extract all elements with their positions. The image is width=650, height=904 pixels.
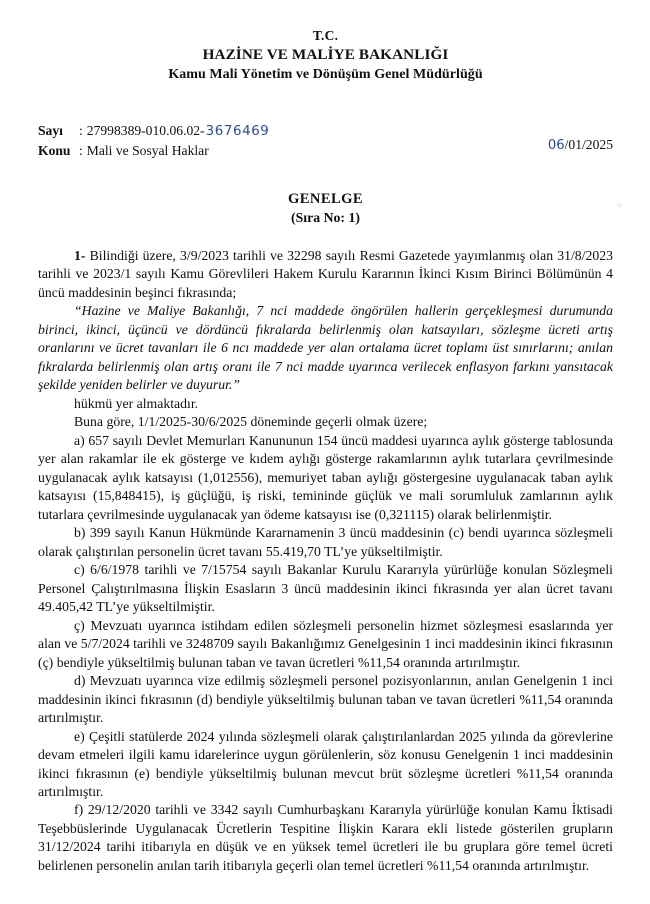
item-e: e) Çeşitli statülerde 2024 yılında sözleşmeli olarak çalıştırılanlardan 2025 yılında da görevlerine devam etmeleri ilgili kamu idarelerince uygun görülenlerin, söz konusu Genelgenin 1 inci maddesinin ikinci fıkrasının (e) bendiyle yükseltilmiş bulunan mevcut brüt sözleşme ücretleri %11,54 oranında artırılmıştır. <box>38 728 613 799</box>
quoted-provision: “Hazine ve Maliye Bakanlığı, 7 nci maddede öngörülen hallerin gerçekleşmesi durumunda birinci, ikinci, üçüncü ve dördüncü fıkralarda belirlenmiş olan katsayıları, sözleşme ücreti artış oranlarını ve ücret tavanları ile 6 ncı maddede yer alan ortalama ücret toplamı üst sınırlarını; anılan fıkralarda belirlenmiş olan artış oranı ile 7 nci madde uyarınca verilecek enflasyon farkını yansıtacak şekilde yeniden belirler ve duyurur.” <box>38 303 613 393</box>
item-f: f) 29/12/2020 tarihli ve 3342 sayılı Cumhurbaşkanı Kararıyla yürürlüğe konulan Kamu İktisadi Teşebbüslerinde Uygulanacak Ücretlerin Tespitine İlişkin Karara ekli listede gösterilen grupların 31/12/2024 tarihi itibarıyla en düşük ve en yüksek temel ücretleri ile bu gruplara göre temel ücreti belirlenen personelin anılan tarih itibarıyla geçerli olan temel ücretleri %11,54 oranında artırılmıştır. <box>38 802 613 873</box>
document-body <box>38 247 613 875</box>
item-c: c) 6/6/1978 tarihli ve 7/15754 sayılı Bakanlar Kurulu Kararıyla yürürlüğe konulan Sözleşmeli Personel Çalıştırılmasına İlişkin Esasların 3 üncü maddesinin ikinci fıkrasında yer alan ücret tavanı 49.405,42 TL’ye yükseltilmiştir. <box>38 562 613 615</box>
effective-period: Buna göre, 1/1/2025-30/6/2025 döneminde geçerli olmak üzere; <box>74 414 428 430</box>
subject-value: Mali ve Sosyal Haklar <box>86 143 209 159</box>
subject-label: Konu <box>38 143 71 159</box>
reference-number-colon: : <box>79 122 83 138</box>
document-title: GENELGE <box>288 190 363 207</box>
document-date-day: 06 <box>547 137 565 153</box>
letterhead-directorate: Kamu Mali Yönetim ve Dönüşüm Genel Müdürlüğü <box>168 66 483 82</box>
reference-number-handwritten: 3676469 <box>205 123 270 139</box>
reference-number-label: Sayı <box>38 122 63 138</box>
letterhead-ministry: HAZİNE VE MALİYE BAKANLIĞI <box>202 46 449 64</box>
item-d: d) Mevzuatı uyarınca vize edilmiş sözleşmeli personel pozisyonlarının, anılan Genelgenin 1 inci maddesinin ikinci fıkrasının (d) bendiyle yükseltilmiş bulunan taban ve tavan ücretleri %11,54 oranında artırılmıştır. <box>38 673 613 726</box>
subject-colon: : <box>79 143 83 159</box>
letterhead-state: T.C. <box>312 28 339 43</box>
reference-number-value: 27998389-010.06.02- <box>86 122 205 138</box>
item-a: a) 657 sayılı Devlet Memurları Kanununun 154 üncü maddesi uyarınca aylık gösterge tablosunda yer alan rakamlar ile ek gösterge ve kıdem aylığı gösterge rakamlarının aylık tutarlara çevrilmesinde uygulanacak aylık katsayısı (1,012556), memuriyet taban aylığı göstergesine uygulanacak taban aylık katsayısı (15,848415), iş güçlüğü, iş riski, temininde güçlük ve mali sorumluluk zamlarının aylık tutarlara çevrilmesinde uygulanacak yan ödeme katsayısı ise (0,321115) olarak belirlenmiştir. <box>38 432 613 522</box>
letterhead <box>38 0 613 84</box>
document-title-block <box>38 190 613 228</box>
document-content <box>38 0 613 875</box>
scan-artifact-speck <box>617 203 622 208</box>
item-c-cedilla: ç) Mevzuatı uyarınca istihdam edilen sözleşmeli personelin hizmet sözleşmesi esaslarında yer alan ve 5/7/2024 tarihli ve 3248709 sayılı Bakanlığımız Genelgesinin 1 inci maddesinin ikinci fıkrasının (ç) bendiyle yükseltilmiş bulunan taban ve tavan ücretleri %11,54 oranında artırılmıştır. <box>38 617 613 670</box>
paragraph-1-text: Bilindiği üzere, 3/9/2023 tarihli ve 32298 sayılı Resmi Gazetede yayımlanmış olan 31/8/2023 tarihli ve 2023/1 sayılı Kamu Görevlileri Hakem Kurulu Kararının İkinci Kısım Birinci Bölümünün 4 üncü maddesinin beşinci fıkrasında; <box>38 247 613 300</box>
document-date-rest: /01/2025 <box>564 136 613 152</box>
item-b: b) 399 sayılı Kanun Hükmünde Kararnamenin 3 üncü maddesinin (c) bendi uyarınca sözleşmeli olarak çalıştırılan personelin ücret tavanı 55.419,70 TL’ye yükseltilmiştir. <box>38 525 613 559</box>
provision-closing: hükmü yer almaktadır. <box>74 395 199 411</box>
document-metadata <box>38 121 613 163</box>
document-title-sequence: (Sıra No: 1) <box>291 210 360 226</box>
document-date <box>521 121 613 169</box>
paragraph-1-marker: 1- <box>74 247 86 263</box>
paragraph-1 <box>38 247 613 302</box>
